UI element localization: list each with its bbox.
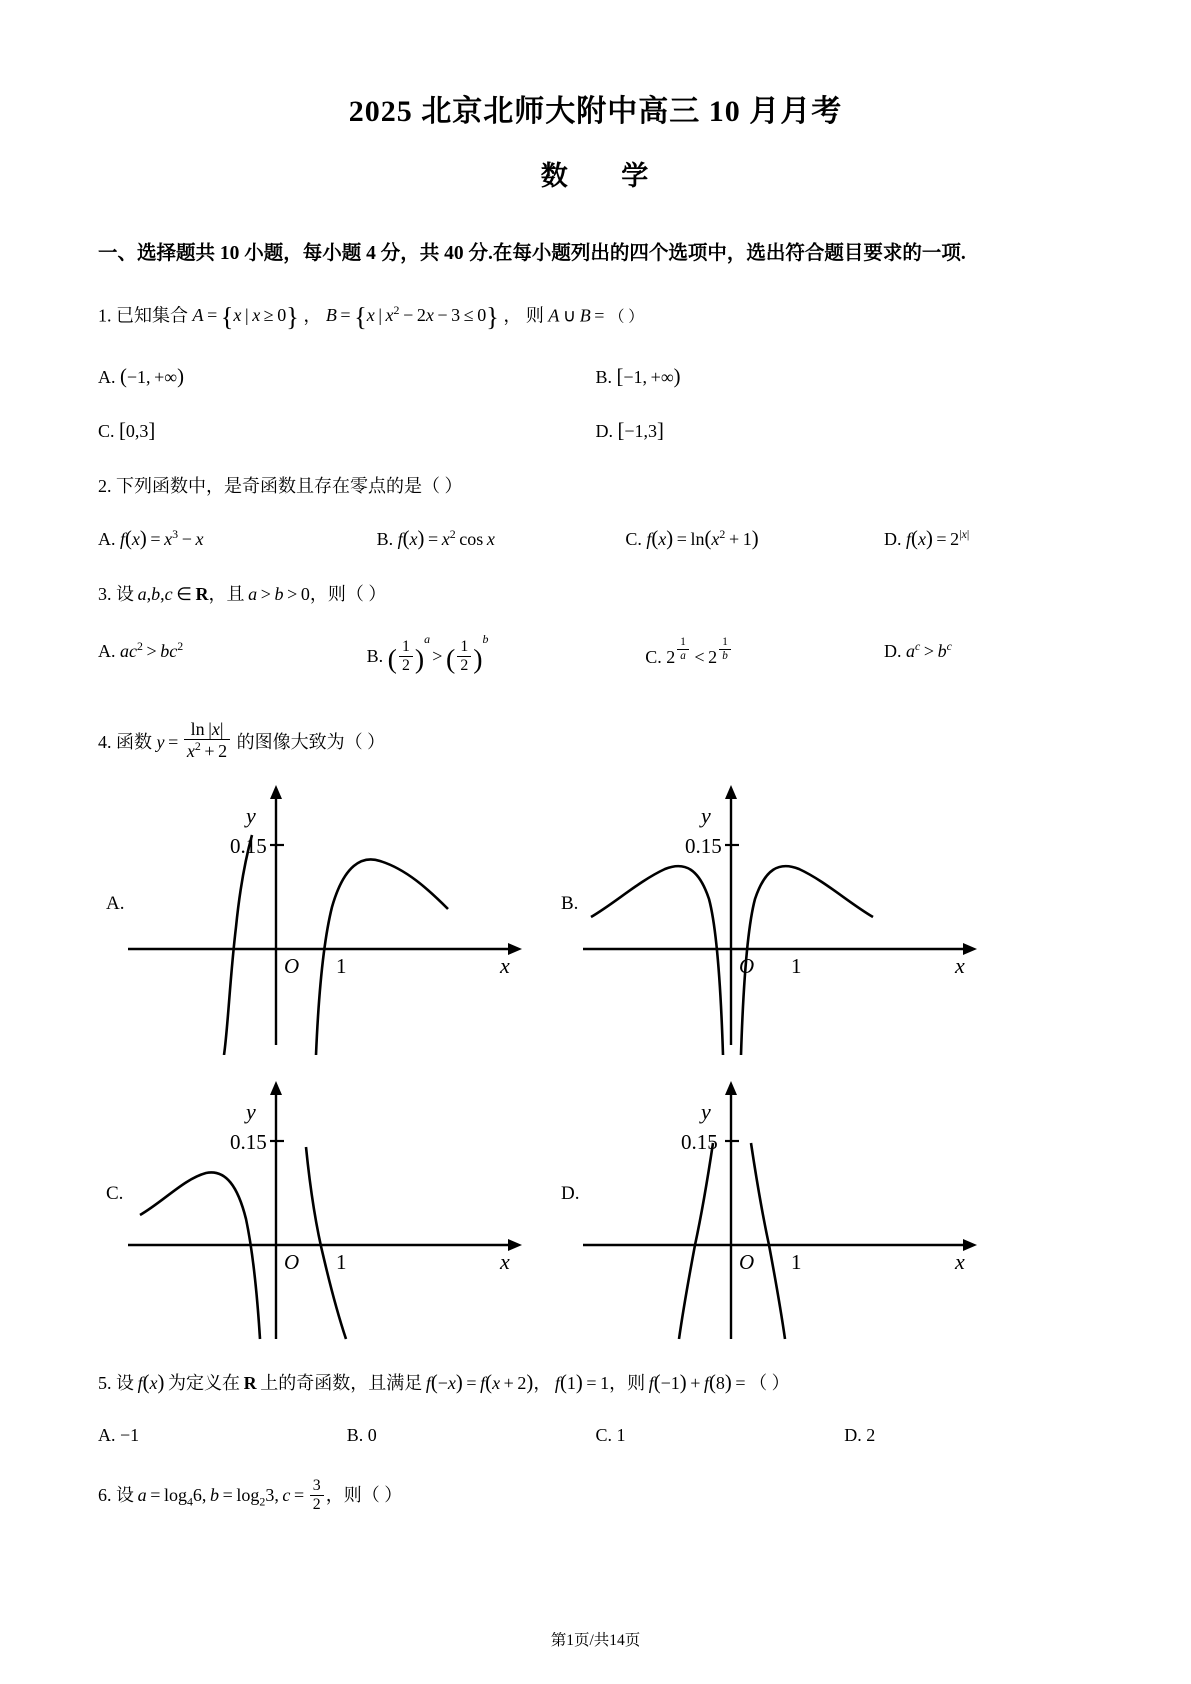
question-1-number: 1. xyxy=(98,305,112,326)
question-2-option-a-label: A. xyxy=(98,528,116,549)
graph-a-y-label: y xyxy=(246,803,256,829)
question-3-option-a-label: A. xyxy=(98,641,116,662)
question-5-option-b-value: 0 xyxy=(367,1424,377,1445)
page-title: 2025 北京北师大附中高三 10 月月考 xyxy=(348,95,843,128)
question-5-option-a-label: A. xyxy=(98,1424,116,1445)
question-4-option-a-label: A. xyxy=(106,893,125,915)
graph-c-y-tick-label: 0.15 xyxy=(230,1130,267,1155)
graph-c-y-label: y xyxy=(246,1099,256,1125)
graph-c-right-branch xyxy=(306,1147,346,1339)
question-1-prefix: 已知集合 xyxy=(116,305,188,326)
question-6-stem xyxy=(98,1477,1093,1513)
graph-b-y-arrow xyxy=(725,785,737,799)
question-5-option-d-label: D. xyxy=(844,1424,862,1445)
question-3-options xyxy=(98,631,1093,685)
question-3-option-b[interactable]: B. ( $\frac{1}{2}$ ) a > ( $\frac{1}{2}$ ) b xyxy=(366,631,489,676)
graph-c-left-branch xyxy=(140,1173,260,1340)
question-5-option-c-label: C. xyxy=(595,1424,613,1445)
question-1-expr: A ∪ B = xyxy=(548,305,605,326)
graph-b-x-arrow xyxy=(963,943,977,955)
graph-c-svg xyxy=(118,1067,538,1345)
graph-b-y-tick-label: 0.15 xyxy=(685,834,722,859)
question-4-expr: y = $\frac{\ln |x|}{x^2 + 2}$ xyxy=(157,732,233,752)
question-1-option-b-label: B. xyxy=(595,366,613,387)
graph-a-y-arrow xyxy=(270,785,282,799)
question-1-set-b: B = {x | $x^2 - 2x - 3 \le 0$} xyxy=(325,303,499,333)
question-2 xyxy=(98,471,1093,557)
question-2-option-d-label: D. xyxy=(884,528,902,549)
question-1-stem: 1. 已知集合 A = {x | x ≥ 0} ， B = {x | $x^2 - 2x - 3 \le 0$} ， 则 A ∪ B = （ ） xyxy=(98,303,644,333)
subject-char-left: 数 xyxy=(540,161,570,191)
question-5-options xyxy=(98,1420,1093,1452)
question-6 xyxy=(98,1477,1093,1513)
question-5-number: 5. xyxy=(98,1373,112,1394)
question-1-option-a-label: A. xyxy=(98,366,116,387)
graph-b-right-branch xyxy=(741,867,873,1056)
question-4-number: 4. xyxy=(98,731,112,752)
question-3-option-b-label: B. xyxy=(366,646,384,667)
graph-d-x-tick-label: 1 xyxy=(791,1250,802,1275)
question-3 xyxy=(98,579,1093,685)
graph-a-x-label: x xyxy=(500,953,510,979)
question-3-option-c[interactable]: C. 2 $\frac{1}{a}$ < 2 $\frac{1}{b}$ xyxy=(645,636,884,685)
graph-c-x-arrow xyxy=(508,1239,522,1251)
question-1-options-2 xyxy=(98,413,1093,449)
question-1-option-d[interactable]: D. [−1,3] xyxy=(595,419,664,442)
question-4-stem xyxy=(98,719,1093,761)
question-3-stem xyxy=(98,579,1093,611)
graph-row-1 xyxy=(98,777,1093,1055)
graph-a-x-tick-label: 1 xyxy=(336,954,347,979)
question-1 xyxy=(98,295,1093,449)
question-5-option-a-value: −1 xyxy=(120,1424,140,1445)
question-1-options xyxy=(98,359,1093,395)
question-5 xyxy=(98,1365,1093,1451)
questions-container xyxy=(98,295,1093,1514)
question-5-option-d[interactable] xyxy=(844,1420,1093,1452)
question-2-stem xyxy=(98,471,1093,503)
graph-b-left-branch xyxy=(591,867,723,1056)
graph-b-svg xyxy=(573,777,993,1055)
question-4-option-c[interactable] xyxy=(98,1067,553,1345)
graph-c-x-label: x xyxy=(500,1249,510,1275)
question-2-option-d[interactable]: D. $f(x) = 2^{|x|}$ xyxy=(884,526,970,550)
question-4-option-d-label: D. xyxy=(561,1183,580,1205)
question-4-option-b-label: B. xyxy=(561,893,579,915)
graph-d-x-arrow xyxy=(963,1239,977,1251)
question-1-option-a[interactable]: A. (−1, +∞) xyxy=(98,365,185,388)
question-1-option-c[interactable]: C. [0,3] xyxy=(98,419,156,442)
question-3-option-c-label: C. xyxy=(645,647,662,668)
question-5-stem xyxy=(98,1365,1093,1401)
question-4 xyxy=(98,719,1093,1345)
question-2-text: 下列函数中，是奇函数且存在零点的是（ ） xyxy=(116,476,463,497)
graph-c-y-arrow xyxy=(270,1081,282,1095)
graph-c-origin-label: O xyxy=(284,1250,300,1275)
graph-b-origin-label: O xyxy=(739,954,755,979)
question-3-number: 3. xyxy=(98,583,112,604)
graph-d-left-inner xyxy=(679,1143,713,1339)
graph-d-y-label: y xyxy=(701,1099,711,1125)
question-4-prefix: 函数 xyxy=(116,731,152,752)
question-5-text: 设 f(x) 为定义在 R 上的奇函数，且满足 f(−x) = f(x + 2)， f(1) = 1，则 f(−1) + f(8) = （ ） xyxy=(116,1372,790,1395)
graph-d-svg xyxy=(573,1067,993,1345)
graph-a-svg xyxy=(118,777,538,1055)
graph-b-y-label: y xyxy=(701,803,711,829)
question-2-options xyxy=(98,521,1093,557)
question-1-option-b[interactable]: B. [−1, +∞) xyxy=(595,365,681,388)
question-6-text: 设 $a = \log_46$, $b = \log_23$, c = $\frac{3}{2}$ ，则（ ） xyxy=(116,1477,403,1513)
subject-char-right: 学 xyxy=(621,161,651,191)
graph-a-x-arrow xyxy=(508,943,522,955)
graph-a-y-tick-label: 0.15 xyxy=(230,834,267,859)
graph-a-left-branch xyxy=(224,835,252,1055)
graph-d-origin-label: O xyxy=(739,1250,755,1275)
page-footer: 第1页/共14页 xyxy=(550,1632,641,1649)
subject-title xyxy=(0,130,1191,193)
question-5-option-c-value: 1 xyxy=(616,1424,626,1445)
question-2-option-b[interactable]: B. $f(x) = x^2$ cos x xyxy=(376,526,495,550)
question-4-option-b[interactable] xyxy=(553,777,1008,1055)
graph-d-right-inner xyxy=(751,1143,785,1339)
question-4-option-a[interactable] xyxy=(98,777,553,1055)
graph-d-y-arrow xyxy=(725,1081,737,1095)
question-5-option-d-value: 2 xyxy=(866,1424,876,1445)
question-3-option-a[interactable]: A. $ac^2 > bc^2$ xyxy=(98,639,184,662)
question-3-option-d[interactable]: D. $a^c > b^c$ xyxy=(884,639,952,662)
question-2-option-c-label: C. xyxy=(625,528,642,549)
question-2-number: 2. xyxy=(98,476,112,497)
question-5-option-b-label: B. xyxy=(346,1424,364,1445)
graph-d-y-tick-label: 0.15 xyxy=(681,1130,718,1155)
graph-d-x-label: x xyxy=(955,1249,965,1275)
question-5-option-c[interactable] xyxy=(596,1420,845,1452)
question-3-option-d-label: D. xyxy=(884,641,902,662)
graph-b-x-label: x xyxy=(955,953,965,979)
question-2-option-a[interactable]: A. $f(x) = x^3 - x$ xyxy=(98,526,204,550)
graph-b-x-tick-label: 1 xyxy=(791,954,802,979)
question-1-option-c-label: C. xyxy=(98,420,115,441)
question-2-option-c[interactable]: C. $f(x) = \ln(x^2 + 1)$ xyxy=(625,526,759,550)
graph-c-x-tick-label: 1 xyxy=(336,1250,347,1275)
question-4-suffix: 的图像大致为（ ） xyxy=(236,731,386,752)
question-4-graphs xyxy=(98,777,1093,1345)
question-6-number: 6. xyxy=(98,1485,112,1506)
graph-row-2 xyxy=(98,1067,1093,1345)
graph-a-origin-label: O xyxy=(284,954,300,979)
question-3-text: 设 a,b,c ∈ R，且 a > b > 0，则（ ） xyxy=(116,583,387,604)
question-4-option-d[interactable] xyxy=(553,1067,1008,1345)
question-2-option-b-label: B. xyxy=(376,528,394,549)
question-1-set-a: A = {x | x ≥ 0} xyxy=(192,303,299,333)
question-1-blank: （ ） xyxy=(608,308,644,326)
question-1-mid: 则 xyxy=(525,305,544,326)
question-1-option-d-label: D. xyxy=(595,420,613,441)
question-5-option-b[interactable] xyxy=(347,1420,596,1452)
section-instruction: 一、选择题共 10 小题，每小题 4 分，共 40 分.在每小题列出的四个选项中，选出符合题目要求的一项. xyxy=(98,243,966,264)
question-4-option-c-label: C. xyxy=(106,1183,124,1205)
question-5-option-a[interactable] xyxy=(98,1420,347,1452)
